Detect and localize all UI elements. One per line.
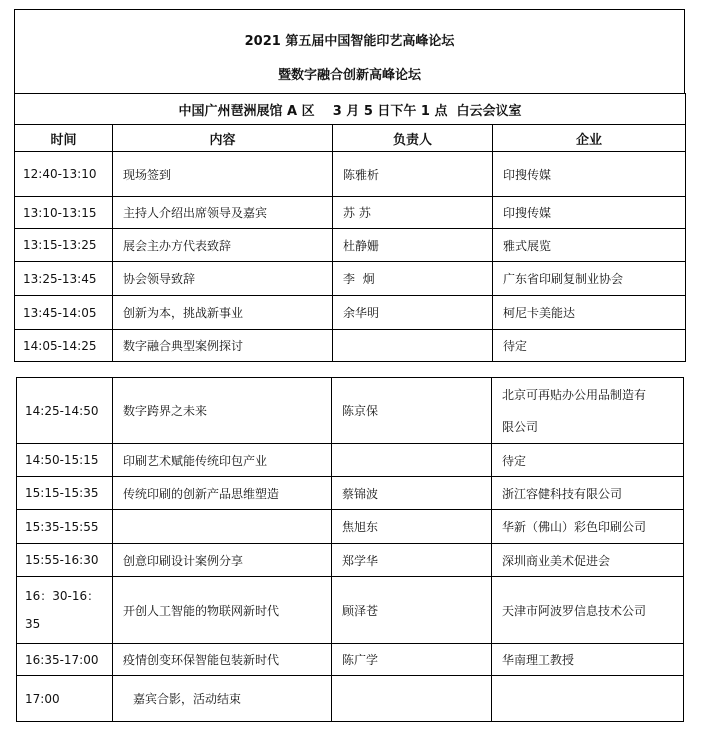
table-row xyxy=(17,544,684,577)
company-line: 北京可再贴办公用品制造有 xyxy=(502,387,647,402)
table-row xyxy=(15,262,686,296)
time-cell: 13:15-13:25 xyxy=(15,229,113,262)
content-cell: 展会主办方代表致辞 xyxy=(113,229,333,262)
col-header-company: 企业 xyxy=(493,125,686,152)
company-cell: 天津市阿波罗信息技术公司 xyxy=(492,577,684,644)
time-cell: 13:45-14:05 xyxy=(15,296,113,330)
person-cell: 蔡锦波 xyxy=(332,477,492,510)
time-cell: 15:35-15:55 xyxy=(17,510,113,544)
table-row xyxy=(15,197,686,229)
column-header-row xyxy=(15,125,686,152)
schedule-table-top xyxy=(14,93,686,362)
content-cell: 开创人工智能的物联网新时代 xyxy=(113,577,332,644)
person-cell xyxy=(332,444,492,477)
company-cell: 印搜传媒 xyxy=(493,152,686,197)
content-cell xyxy=(113,510,332,544)
time-cell: 14:25-14:50 xyxy=(17,378,113,444)
content-cell: 创意印刷设计案例分享 xyxy=(113,544,332,577)
table-row xyxy=(17,510,684,544)
page-subtitle: 暨数字融合创新高峰论坛 xyxy=(277,68,421,83)
person-cell xyxy=(333,330,493,362)
content-cell: 数字融合典型案例探讨 xyxy=(113,330,333,362)
company-cell: 柯尼卡美能达 xyxy=(493,296,686,330)
person-cell: 焦旭东 xyxy=(332,510,492,544)
content-cell: 嘉宾合影，活动结束 xyxy=(113,676,332,722)
location-line: 中国广州琶洲展馆 A 区 3 月 5 日下午 1 点 白云会议室 xyxy=(15,94,686,125)
company-cell: 广东省印刷复制业协会 xyxy=(493,262,686,296)
content-cell: 印刷艺术赋能传统印包产业 xyxy=(113,444,332,477)
person-cell: 郑学华 xyxy=(332,544,492,577)
table-row xyxy=(15,330,686,362)
page-title: 2021 第五届中国智能印艺高峰论坛 xyxy=(244,34,455,49)
person-cell xyxy=(332,676,492,722)
company-cell: 待定 xyxy=(492,444,684,477)
content-cell: 疫情创变环保智能包装新时代 xyxy=(113,644,332,676)
table-row xyxy=(17,577,684,644)
col-header-content: 内容 xyxy=(113,125,333,152)
time-line: 16：30-16： xyxy=(25,589,100,603)
time-cell: 15:55-16:30 xyxy=(17,544,113,577)
company-cell xyxy=(492,378,684,444)
table-row xyxy=(15,296,686,330)
table-row xyxy=(17,644,684,676)
time-cell: 14:50-15:15 xyxy=(17,444,113,477)
time-cell: 13:25-13:45 xyxy=(15,262,113,296)
time-cell xyxy=(17,577,113,644)
time-cell: 15:15-15:35 xyxy=(17,477,113,510)
company-cell: 印搜传媒 xyxy=(493,197,686,229)
person-cell: 杜静姗 xyxy=(333,229,493,262)
person-cell: 陈雅析 xyxy=(333,152,493,197)
col-header-time: 时间 xyxy=(15,125,113,152)
company-cell: 浙江容健科技有限公司 xyxy=(492,477,684,510)
person-cell: 李 炯 xyxy=(333,262,493,296)
content-cell: 协会领导致辞 xyxy=(113,262,333,296)
person-cell: 陈京保 xyxy=(332,378,492,444)
time-cell: 12:40-13:10 xyxy=(15,152,113,197)
company-cell: 深圳商业美术促进会 xyxy=(492,544,684,577)
person-cell: 苏 苏 xyxy=(333,197,493,229)
time-cell: 13:10-13:15 xyxy=(15,197,113,229)
content-cell: 传统印刷的创新产品思维塑造 xyxy=(113,477,332,510)
company-cell: 待定 xyxy=(493,330,686,362)
time-cell: 17:00 xyxy=(17,676,113,722)
time-cell: 16:35-17:00 xyxy=(17,644,113,676)
table-row xyxy=(17,378,684,444)
schedule-table-bottom xyxy=(16,377,684,722)
company-line: 限公司 xyxy=(502,419,539,434)
company-cell: 华新（佛山）彩色印刷公司 xyxy=(492,510,684,544)
person-cell: 余华明 xyxy=(333,296,493,330)
table-row xyxy=(15,229,686,262)
table-row xyxy=(17,676,684,722)
time-cell: 14:05-14:25 xyxy=(15,330,113,362)
person-cell: 顾泽苍 xyxy=(332,577,492,644)
content-cell: 现场签到 xyxy=(113,152,333,197)
company-cell: 雅式展览 xyxy=(493,229,686,262)
person-cell: 陈广学 xyxy=(332,644,492,676)
col-header-person: 负责人 xyxy=(333,125,493,152)
table-row xyxy=(15,152,686,197)
title-block xyxy=(14,9,685,94)
time-line: 35 xyxy=(25,617,41,631)
company-cell: 华南理工教授 xyxy=(492,644,684,676)
content-cell: 创新为本，挑战新事业 xyxy=(113,296,333,330)
table-row xyxy=(17,477,684,510)
company-cell xyxy=(492,676,684,722)
content-cell: 数字跨界之未来 xyxy=(113,378,332,444)
table-row xyxy=(17,444,684,477)
content-cell: 主持人介绍出席领导及嘉宾 xyxy=(113,197,333,229)
